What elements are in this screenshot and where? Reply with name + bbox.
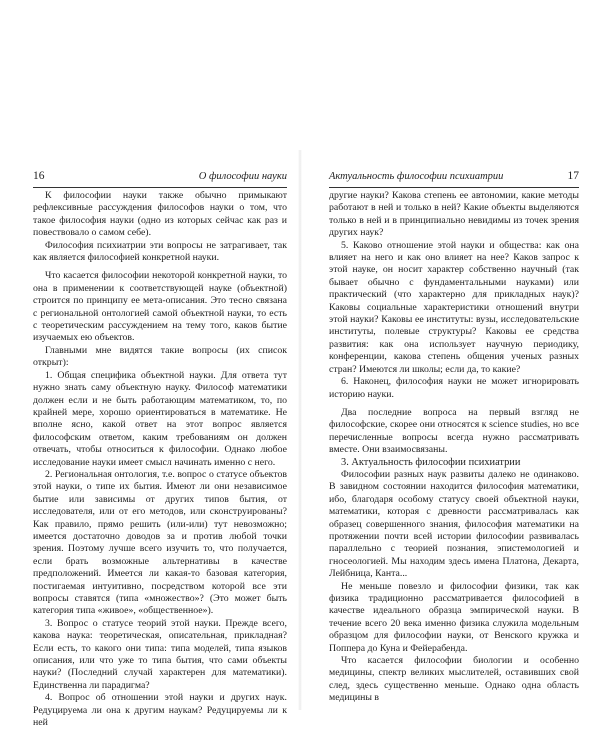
right-page-header	[329, 170, 579, 186]
paragraph: Два последние вопроса на первый взгляд не философские, скорее они относятся к science studies, но все перечисленные вопросы всегда нужно рассматривать вместе. Они взаимосвязаны.	[329, 406, 579, 456]
left-page-header	[33, 170, 287, 186]
left-page-body	[33, 190, 287, 729]
page-number: 17	[567, 170, 579, 182]
paragraph: Что касается философии некоторой конкретной науки, то она в применении к соответствующей науке (объектной) строится по принципу ее мета-описания. Это тесно связана с региональной онтологией самой объектной науки, то есть с теоретическим рассуждением на тему того, каков бытие изучаемых ею объектов.	[33, 270, 287, 344]
right-page-body	[329, 190, 579, 705]
paragraph: другие науки? Какова степень ее автономии, какие методы работают в ней и только в ней? Какие объекты выделяются только в ней и в принципиально невидимы из точек зрения других наук?	[329, 190, 579, 239]
paragraph: 6. Наконец, философия науки не может игнорировать историю науки.	[329, 376, 579, 400]
paragraph: 2. Региональная онтология, т.е. вопрос о статусе объектов этой науки, о типе их бытия. Имеют ли они независимое бытие или зависимы от других типов бытия, от исследователя, или от его методов, или сконструированы? Как правило, прямо решить (или-или) тут невозможно; имеется достаточно доводов за и против любой точки зрения. Поэтому лучше всего изучить то, что получается, если брать возможные альтернативы в качестве предположений. Имеется ли какая-то базовая категория, постигаемая интуитивно, посредством которой все эти вопросы ставятся (типа «множество»? (Это может быть категория типа «живое», «общественное»).	[33, 468, 287, 617]
header-rule	[33, 187, 287, 188]
paragraph: 5. Каково отношение этой науки и общества: как она влияет на него и как оно влияет на нее? Каков запрос к этой науке, он носит характер собственно научный (так бывает обычно с фундаментальными науками) или практический (что характерно для прикладных наук)? Каковы социальные характеристики отношений внутри этой науки? Каковы ее институты: вузы, исследовательские институты, полевые структуры? Каковы ее средства развития: как она использует научную периодику, конференции, какова степень общения ученых разных стран? Имеются ли школы; если да, то какие?	[329, 239, 579, 375]
paragraph: 3. Вопрос о статусе теорий этой науки. Прежде всего, какова наука: теоретическая, описательная, прикладная? Если есть, то какого они типа: типа моделей, типа языков описания, или что уже то типа бытия, что сами объекты науки? (Последний случай характерен для математики). Единственна ли парадигма?	[33, 617, 287, 691]
paragraph: Что касается философии биологии и особенно медицины, спектр великих мыслителей, оставивших свой след, здесь существенно меньше. Однако одна область медицины в	[329, 655, 579, 704]
page-number: 16	[33, 170, 45, 182]
paragraph: Главными мне видятся такие вопросы (их список открыт):	[33, 344, 287, 369]
paragraph: 4. Вопрос об отношении этой науки и других наук. Редуцируема ли она к другим наукам? Редуцируемы ли к ней	[33, 692, 287, 729]
paragraph: Философия психиатрии эти вопросы не затрагивает, так как является философией конкретной науки.	[33, 239, 287, 264]
paragraph: Не меньше повезло и философии физики, так как физика традиционно рассматривается философией в качестве идеального образца эмпирической науки. В течение всего 20 века именно физика служила модельным образцом для философии науки, от Венского кружка и Поппера до Куна и Фейерабенда.	[329, 580, 579, 654]
paragraph: 1. Общая специфика объектной науки. Для ответа тут нужно знать саму объектную науку. Философ математики должен если и не быть работающим математиком, то, по крайней мере, хорошо ориентироваться в математике. Не вполне ясно, какой ответ на этот вопрос является философским ответом, каким требованиям он должен отвечать, чтобы относиться к философии. Однако любое исследование науки имеет смысл начинать именно с него.	[33, 369, 287, 468]
paragraph: Философии разных наук развиты далеко не одинаково. В завидном состоянии находится философия математики, ибо, благодаря особому статусу своей объектной науки, математики, которая с древности рассматривалась как образец совершенного знания, философия математики на протяжении почти всей истории философии развивалась параллельно с теорией познания, эпистемологией и гносеологией. Мы находим здесь имена Платона, Декарта, Лейбница, Канта...	[329, 468, 579, 580]
header-rule	[329, 187, 579, 188]
running-title: Актуальность философии психиатрии	[329, 171, 504, 182]
running-title: О философии науки	[198, 171, 287, 182]
section-heading: 3. Актуальность философии психиатрии	[341, 456, 521, 468]
paragraph: К философии науки также обычно примыкают рефлексивные рассуждения философов науки о том, что такое философия науки (одно из которых сейчас как раз и повествовало о самом себе).	[33, 190, 287, 239]
right-page	[300, 0, 600, 750]
